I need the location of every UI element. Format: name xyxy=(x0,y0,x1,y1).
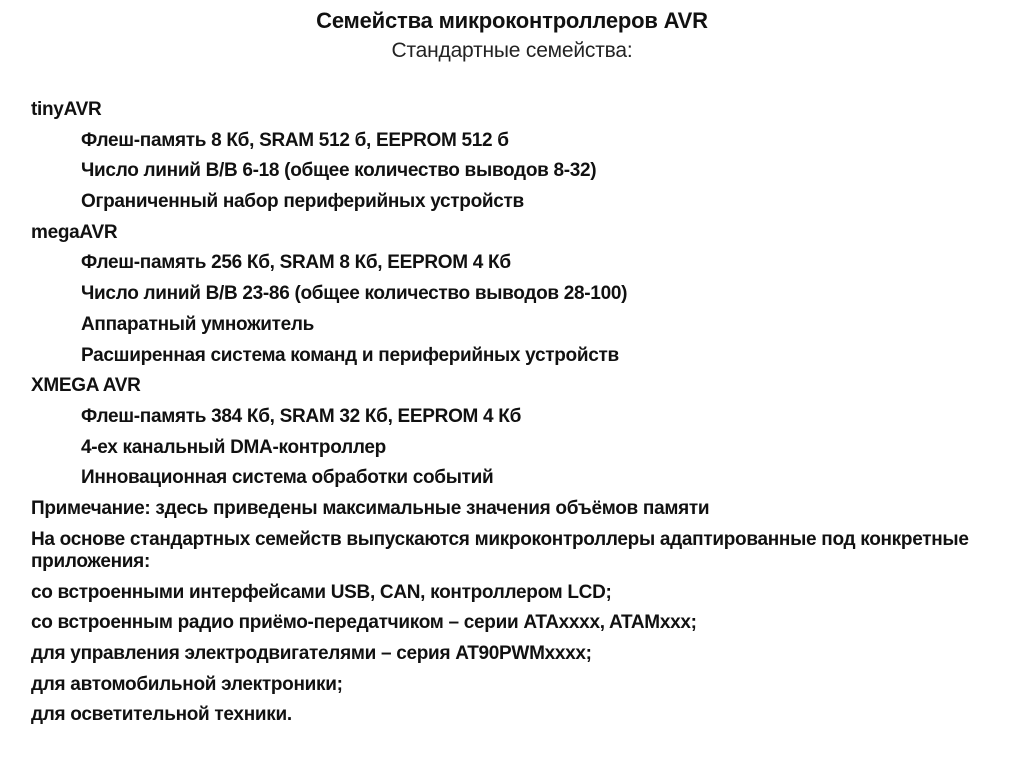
family-item: Аппаратный умножитель xyxy=(81,313,315,335)
family-item: Инновационная система обработки событий xyxy=(81,467,494,489)
application-item: со встроенным радио приёмо-передатчиком – серии ATAxxxx, ATAMxxx; xyxy=(31,612,697,634)
slide-header xyxy=(0,6,1024,66)
family-item: Число линий В/В 6-18 (общее количество выводов 8-32) xyxy=(81,160,597,182)
family-item: Флеш-память 256 Кб, SRAM 8 Кб, EEPROM 4 Кб xyxy=(81,252,511,274)
family-item: Расширенная система команд и периферийных устройств xyxy=(81,344,619,366)
family-item: Число линий В/В 23-86 (общее количество выводов 28-100) xyxy=(81,283,628,305)
adapted-mcu-note: На основе стандартных семейств выпускаются микроконтроллеры адаптированные под конкретные приложения: xyxy=(31,528,969,572)
family-item: Ограниченный набор периферийных устройств xyxy=(81,191,524,213)
family-title-tinyavr: tinyAVR xyxy=(31,99,102,120)
application-item: со встроенными интерфейсами USB, CAN, контроллером LCD; xyxy=(31,581,612,603)
application-item: для осветительной техники. xyxy=(31,704,292,726)
family-title-xmega-avr: XMEGA AVR xyxy=(31,375,141,397)
slide-body xyxy=(31,95,991,731)
memory-note: Примечание: здесь приведены максимальные значения объёмов памяти xyxy=(31,497,710,519)
family-item: Флеш-память 384 Кб, SRAM 32 Кб, EEPROM 4 Кб xyxy=(81,405,522,427)
slide-title: Семейства микроконтроллеров AVR xyxy=(316,8,708,33)
application-item: для управления электродвигателями – серия AT90PWMxxxx; xyxy=(31,643,592,664)
application-item: для автомобильной электроники; xyxy=(31,673,343,695)
family-item: Флеш-память 8 Кб, SRAM 512 б, EEPROM 512 б xyxy=(81,129,509,151)
family-title-megaavr: megaAVR xyxy=(31,221,118,243)
family-item: 4-ех канальный DMA-контроллер xyxy=(81,436,386,458)
slide-subtitle: Стандартные семейства: xyxy=(391,39,633,62)
